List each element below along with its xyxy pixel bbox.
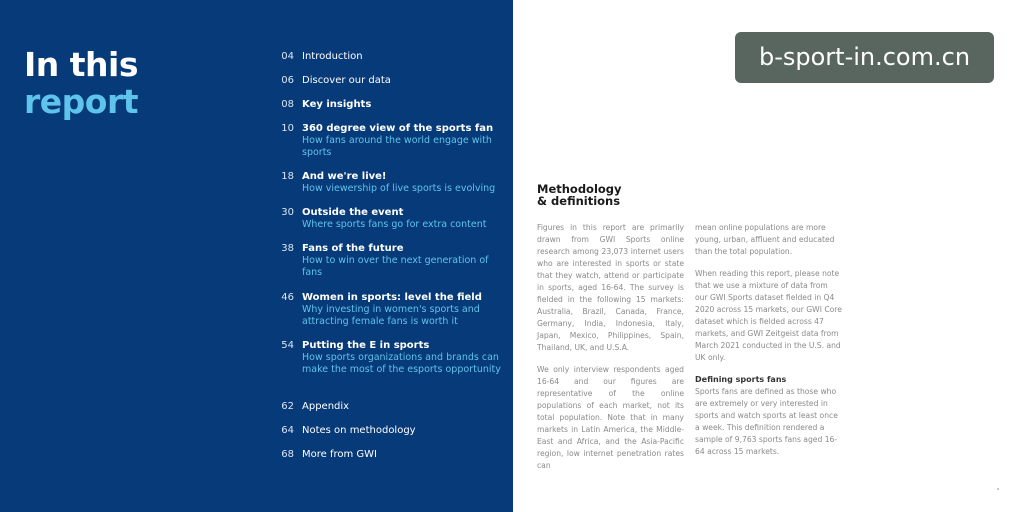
toc-title: Outside the event	[302, 207, 404, 218]
methodology-column-left	[537, 222, 684, 482]
toc-page-number: 10	[281, 123, 294, 134]
toc-title: And we're live!	[302, 171, 387, 182]
methodology-paragraph: mean online populations are more young, urban, affluent and educated than the total population.	[695, 223, 835, 256]
toc-subtitle: How to win over the next generation of fans	[302, 255, 489, 278]
methodology-heading-line1: Methodology	[537, 182, 622, 196]
toc-subtitle: How sports organizations and brands can make the most of the esports opportunity	[302, 352, 501, 375]
methodology-paragraph: We only interview respondents aged 16-64 and our figures are representative of the online populations of each market, not its total population. Note that in many markets in Latin America, the Middle-East and Africa, and the Asia-Pacific region, low internet penetration rates can	[537, 365, 684, 470]
toc-title: 360 degree view of the sports fan	[302, 123, 494, 134]
toc-title: Introduction	[302, 51, 363, 62]
sports-fans-heading: Defining sports fans	[695, 375, 787, 384]
toc-title: Appendix	[302, 401, 350, 412]
methodology-paragraph: When reading this report, please note that we use a mixture of data from our GWI Sports dataset fielded in Q4 2020 across 15 markets, our GWI Core dataset which is fielded across 47 markets, and GWI Zeitgeist data from March 2021 conducted in the U.S. and UK only.	[695, 269, 842, 362]
methodology-paragraph: Figures in this report are primarily drawn from GWI Sports online research among 23,073 internet users who are interested in sports or state that they watch, attend or participate in sports, aged 16-64. The survey is fielded in the following 15 markets: Australia, Brazil, Canada, France, Germany, India, Indonesia, Italy, Japan, Mexico, Philippines, Spain, Thailand, UK, and U.S.A.	[537, 223, 684, 352]
methodology-column-right	[695, 222, 842, 468]
contents-title	[24, 46, 138, 120]
toc-page-number: 30	[281, 207, 294, 218]
page-marker	[997, 488, 999, 490]
methodology-paragraph: Sports fans are defined as those who are extremely or very interested in sports and watch sports at least once a week. This definition rendered a sample of 9,763 sports fans aged 16-64 across 15 markets.	[695, 387, 838, 456]
methodology-heading	[537, 183, 622, 207]
toc-subtitle: Where sports fans go for extra content	[302, 219, 487, 230]
toc-title: Putting the E in sports	[302, 340, 430, 351]
toc-page-number: 62	[281, 401, 294, 412]
toc-page-number: 64	[281, 425, 294, 436]
toc-page-number: 04	[281, 51, 294, 62]
toc-page-number: 54	[281, 340, 294, 351]
toc-subtitle: How fans around the world engage with sports	[302, 135, 492, 158]
toc-title: Women in sports: level the field	[302, 292, 482, 303]
toc-title: Key insights	[302, 99, 372, 110]
toc-title: More from GWI	[302, 449, 378, 460]
toc-title: Discover our data	[302, 75, 391, 86]
toc-page-number: 18	[281, 171, 294, 182]
toc-title: Notes on methodology	[302, 425, 416, 436]
toc-subtitle: Why investing in women's sports and attracting female fans is worth it	[302, 304, 480, 327]
watermark-badge: b-sport-in.com.cn	[735, 32, 994, 83]
toc-page-number: 06	[281, 75, 294, 86]
methodology-heading-line2: & definitions	[537, 194, 621, 208]
toc-title: Fans of the future	[302, 243, 404, 254]
toc-subtitle: How viewership of live sports is evolving	[302, 183, 496, 194]
toc-page-number: 38	[281, 243, 294, 254]
toc-page-number: 46	[281, 292, 294, 303]
contents-title-line1: In this	[24, 45, 138, 84]
toc-page-number: 68	[281, 449, 294, 460]
toc-page-number: 08	[281, 99, 294, 110]
methodology-page	[513, 0, 1025, 512]
contents-title-line2: report	[24, 82, 138, 121]
